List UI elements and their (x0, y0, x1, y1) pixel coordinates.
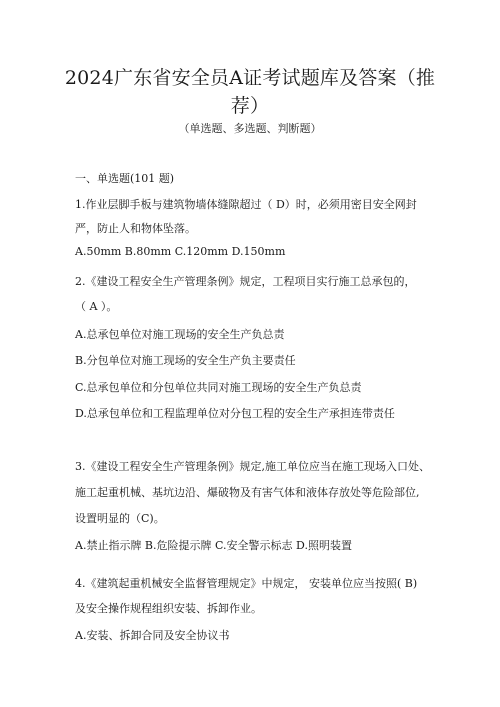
question-2-option-b: B.分包单位对施工现场的安全生产负主要责任 (75, 354, 296, 367)
question-4-option-a: A.安装、拆卸合同及安全协议书 (75, 629, 230, 642)
question-2-line-2: （ A ）。 (75, 300, 118, 313)
document-subtitle: （单选题、多选题、判断题） (178, 122, 322, 135)
question-1-line-1: 1.作业层脚手板与建筑物墙体缝隙超过（ D）时，必须用密目安全网封 (75, 198, 417, 211)
question-3-line-3: 设置明显的（C)。 (75, 512, 165, 525)
title-line-2: 荐） (230, 95, 270, 117)
question-4-line-1: 4.《建筑起重机械安全监督管理规定》中规定， 安装单位应当按照( B) (75, 577, 418, 590)
title-line-1: 2024广东省安全员A证考试题库及答案（推 (64, 67, 436, 89)
question-1-options: A.50mm B.80mm C.120mm D.150mm (75, 245, 286, 258)
question-1-line-2: 严，防止人和物体坠落。 (75, 222, 196, 235)
document-title (40, 64, 460, 120)
question-3-options: A.禁止指示牌 B.危险提示牌 C.安全警示标志 D.照明装置 (75, 539, 352, 552)
question-2-option-a: A.总承包单位对施工现场的安全生产负总责 (75, 328, 285, 341)
question-2-option-c: C.总承包单位和分包单位共同对施工现场的安全生产负总责 (75, 381, 362, 394)
question-2-line-1: 2.《建设工程安全生产管理条例》规定，工程项目实行施工总承包的， (75, 275, 416, 288)
question-3-line-2: 施工起重机械、基坑边沿、爆破物及有害气体和液体存放处等危险部位, (75, 486, 420, 499)
question-2-option-d: D.总承包单位和工程监理单位对分包工程的安全生产承担连带责任 (75, 407, 395, 420)
question-4-line-2: 及安全操作规程组织安装、拆卸作业。 (75, 602, 262, 615)
section-heading: 一、单选题(101 题) (75, 172, 175, 185)
question-3-line-1: 3.《建设工程安全生产管理条例》规定,施工单位应当在施工现场入口处、 (75, 460, 430, 473)
